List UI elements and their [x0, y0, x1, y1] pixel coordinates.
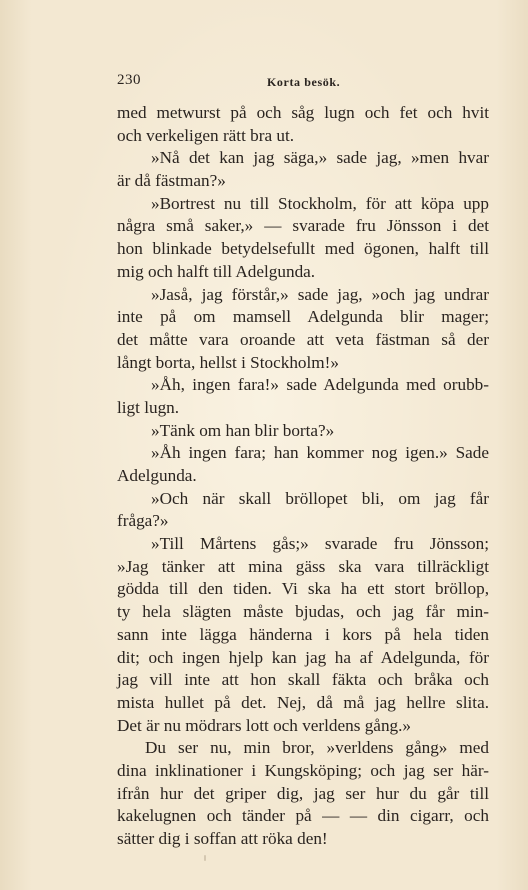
- text-line: ty hela slägten måste bjudas, och jag får min-: [117, 602, 489, 622]
- text-line: kakelugnen och tänder på — — din cigarr, och: [117, 806, 489, 826]
- text-line: dit; och ingen hjelp kan jag ha af Adelgunda, för: [117, 647, 489, 667]
- text-line: inte på om mamsell Adelgunda blir mager;: [117, 307, 489, 327]
- text-line: är då fästman?»: [117, 171, 226, 191]
- text-line: »Nå det kan jag säga,» sade jag, »men hvar: [151, 148, 489, 168]
- text-line: fråga?»: [117, 511, 169, 531]
- text-line: »Åh, ingen fara!» sade Adelgunda med orubb-: [151, 375, 489, 395]
- text-line: »Bortrest nu till Stockholm, för att köpa upp: [151, 193, 489, 213]
- text-line: sätter dig i soffan att röka den!: [117, 829, 328, 848]
- text-line: Adelgunda.: [117, 466, 197, 485]
- text-line: mista hullet på det. Nej, då må jag hellre slita.: [117, 692, 489, 712]
- text-line: mig och halft till Adelgunda.: [117, 261, 316, 281]
- text-line: jag vill inte att hon skall fäkta och bråka och: [117, 670, 489, 690]
- text-line: ifrån hur det griper dig, jag ser hur du går till: [117, 783, 489, 803]
- text-line: några små saker,» — svarade fru Jönsson i det: [117, 216, 489, 236]
- text-line: Det är nu mödrars lott och verldens gång.»: [117, 715, 412, 735]
- page-number: 230: [117, 72, 141, 88]
- text-line: »Tänk om han blir borta?»: [151, 420, 335, 440]
- text-line: »Åh ingen fara; han kommer nog igen.» Sade: [151, 443, 489, 463]
- text-line: dina inklinationer i Kungsköping; och jag ser här-: [117, 760, 489, 780]
- text-line: och verkeligen rätt bra ut.: [117, 125, 295, 145]
- text-line: »Jaså, jag förstår,» sade jag, »och jag undrar: [151, 284, 489, 304]
- text-line: Du ser nu, min bror, »verldens gång» med: [145, 738, 489, 758]
- text-line: långt borta, hellst i Stockholm!»: [117, 352, 339, 372]
- page-header: [117, 72, 489, 94]
- text-line: »Jag tänker att mina gäss ska vara tillräckligt: [117, 556, 489, 576]
- body-text: [117, 102, 489, 851]
- text-line: ligt lugn.: [117, 397, 180, 417]
- text-line: »Och när skall bröllopet bli, om jag får: [151, 488, 489, 508]
- text-line: det måtte vara oroande att veta fästman så der: [117, 329, 489, 349]
- text-line: hon blinkade betydelsefullt med ögonen, halft till: [117, 239, 489, 259]
- running-title: Korta besök.: [267, 75, 341, 89]
- text-line: med metwurst på och såg lugn och fet och hvit: [117, 103, 489, 122]
- text-line: gödda till den tiden. Vi ska ha ett stort bröllop,: [117, 579, 489, 599]
- text-line: sann inte lägga händerna i kors på hela tiden: [117, 624, 489, 644]
- text-line: »Till Mårtens gås;» svarade fru Jönsson;: [151, 534, 489, 554]
- paper-speck: [204, 855, 206, 861]
